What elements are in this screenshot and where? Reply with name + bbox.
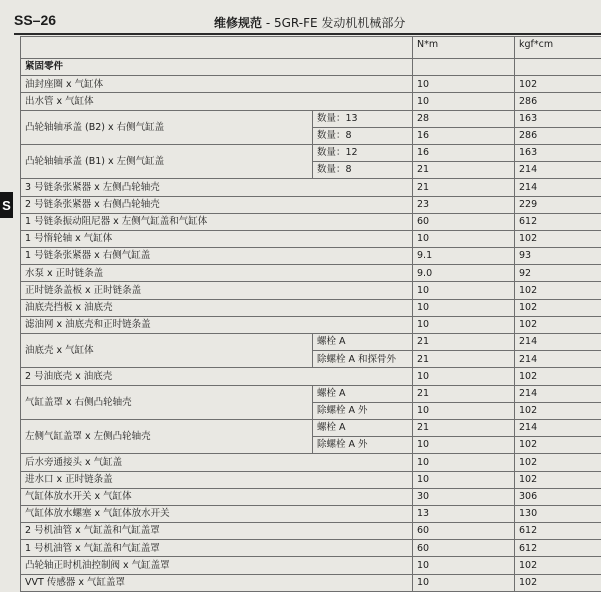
torque-kgf-cell: 214 bbox=[515, 419, 601, 436]
torque-nm-cell: 10 bbox=[413, 454, 515, 471]
section-row bbox=[21, 59, 601, 76]
table-row bbox=[21, 265, 601, 282]
document-title bbox=[214, 14, 405, 31]
torque-nm-cell: 60 bbox=[413, 523, 515, 540]
table-header-row bbox=[21, 37, 601, 59]
torque-kgf-cell: 102 bbox=[515, 454, 601, 471]
torque-nm-cell: 60 bbox=[413, 213, 515, 230]
part-name-cell: 滤油网 x 油底壳和正时链条盖 bbox=[21, 316, 413, 333]
table-row bbox=[21, 316, 601, 333]
part-name-cell: 水泵 x 正时链条盖 bbox=[21, 265, 413, 282]
torque-kgf-cell: 92 bbox=[515, 265, 601, 282]
part-name-cell: 凸轮轴正时机油控制阀 x 气缸盖罩 bbox=[21, 557, 413, 574]
table-row bbox=[21, 454, 601, 471]
torque-nm-cell: 21 bbox=[413, 385, 515, 402]
table-row bbox=[21, 574, 601, 591]
part-name-cell: 1 号机油管 x 气缸盖和气缸盖罩 bbox=[21, 540, 413, 557]
part-name-cell: 气缸体放水开关 x 气缸体 bbox=[21, 488, 413, 505]
table-row bbox=[21, 557, 601, 574]
part-name-cell: 凸轮轴轴承盖 (B1) x 左侧气缸盖 bbox=[21, 144, 313, 178]
torque-kgf-cell: 102 bbox=[515, 230, 601, 247]
torque-nm-cell: 10 bbox=[413, 471, 515, 488]
torque-nm-cell: 21 bbox=[413, 419, 515, 436]
table-row bbox=[21, 299, 601, 316]
torque-kgf-cell: 130 bbox=[515, 505, 601, 522]
torque-kgf-cell: 102 bbox=[515, 316, 601, 333]
empty-cell bbox=[515, 59, 601, 76]
torque-kgf-cell: 612 bbox=[515, 213, 601, 230]
torque-kgf-cell: 286 bbox=[515, 127, 601, 144]
table-row bbox=[21, 540, 601, 557]
torque-kgf-cell: 102 bbox=[515, 557, 601, 574]
torque-kgf-cell: 102 bbox=[515, 574, 601, 591]
document-title-main: 维修规范 bbox=[214, 16, 262, 30]
part-name-cell: 1 号惰轮轴 x 气缸体 bbox=[21, 230, 413, 247]
condition-cell: 螺栓 A bbox=[313, 334, 413, 351]
table-row bbox=[21, 419, 601, 436]
torque-nm-cell: 16 bbox=[413, 127, 515, 144]
torque-nm-cell: 10 bbox=[413, 368, 515, 385]
part-name-cell: 气缸盖罩 x 右侧凸轮轴壳 bbox=[21, 385, 313, 419]
torque-nm-cell: 16 bbox=[413, 144, 515, 161]
torque-kgf-cell: 286 bbox=[515, 93, 601, 110]
table-row bbox=[21, 110, 601, 127]
column-header-nm: N*m bbox=[413, 37, 515, 59]
torque-kgf-cell: 163 bbox=[515, 110, 601, 127]
torque-kgf-cell: 229 bbox=[515, 196, 601, 213]
torque-kgf-cell: 163 bbox=[515, 144, 601, 161]
torque-kgf-cell: 306 bbox=[515, 488, 601, 505]
table-row bbox=[21, 505, 601, 522]
table-row bbox=[21, 93, 601, 110]
part-name-cell: 2 号链条张紧器 x 右侧凸轮轴壳 bbox=[21, 196, 413, 213]
torque-kgf-cell: 102 bbox=[515, 282, 601, 299]
torque-nm-cell: 28 bbox=[413, 110, 515, 127]
torque-kgf-cell: 214 bbox=[515, 179, 601, 196]
torque-nm-cell: 10 bbox=[413, 437, 515, 454]
header-rule bbox=[14, 33, 601, 35]
header-blank-cell bbox=[21, 37, 413, 59]
page-code: SS–26 bbox=[14, 12, 56, 28]
torque-nm-cell: 9.0 bbox=[413, 265, 515, 282]
torque-nm-cell: 10 bbox=[413, 557, 515, 574]
part-name-cell: 正时链条盖板 x 正时链条盖 bbox=[21, 282, 413, 299]
table-row bbox=[21, 282, 601, 299]
torque-kgf-cell: 214 bbox=[515, 162, 601, 179]
torque-nm-cell: 10 bbox=[413, 299, 515, 316]
part-name-cell: 后水旁通接头 x 气缸盖 bbox=[21, 454, 413, 471]
torque-nm-cell: 30 bbox=[413, 488, 515, 505]
torque-nm-cell: 21 bbox=[413, 179, 515, 196]
torque-nm-cell: 13 bbox=[413, 505, 515, 522]
torque-kgf-cell: 612 bbox=[515, 540, 601, 557]
part-name-cell: 1 号链条张紧器 x 右侧气缸盖 bbox=[21, 248, 413, 265]
condition-cell: 数量：13 bbox=[313, 110, 413, 127]
page-header bbox=[0, 0, 601, 36]
part-name-cell: 出水管 x 气缸体 bbox=[21, 93, 413, 110]
table-row bbox=[21, 471, 601, 488]
torque-nm-cell: 10 bbox=[413, 93, 515, 110]
empty-cell bbox=[413, 59, 515, 76]
part-name-cell: 1 号链条振动阻尼器 x 左侧气缸盖和气缸体 bbox=[21, 213, 413, 230]
torque-kgf-cell: 612 bbox=[515, 523, 601, 540]
table-row bbox=[21, 213, 601, 230]
table-row bbox=[21, 368, 601, 385]
torque-nm-cell: 23 bbox=[413, 196, 515, 213]
torque-spec-table bbox=[20, 36, 601, 592]
part-name-cell: 油封座圈 x 气缸体 bbox=[21, 76, 413, 93]
torque-kgf-cell: 93 bbox=[515, 248, 601, 265]
part-name-cell: 2 号油底壳 x 油底壳 bbox=[21, 368, 413, 385]
torque-kgf-cell: 214 bbox=[515, 334, 601, 351]
part-name-cell: 凸轮轴轴承盖 (B2) x 右侧气缸盖 bbox=[21, 110, 313, 144]
torque-nm-cell: 10 bbox=[413, 282, 515, 299]
table-row bbox=[21, 230, 601, 247]
table-row bbox=[21, 144, 601, 161]
condition-cell: 螺栓 A bbox=[313, 419, 413, 436]
condition-cell: 除螺栓 A 外 bbox=[313, 437, 413, 454]
torque-nm-cell: 10 bbox=[413, 76, 515, 93]
part-name-cell: 油底壳挡板 x 油底壳 bbox=[21, 299, 413, 316]
torque-kgf-cell: 102 bbox=[515, 437, 601, 454]
condition-cell: 数量：8 bbox=[313, 162, 413, 179]
torque-nm-cell: 60 bbox=[413, 540, 515, 557]
torque-nm-cell: 9.1 bbox=[413, 248, 515, 265]
torque-kgf-cell: 102 bbox=[515, 76, 601, 93]
part-name-cell: 进水口 x 正时链条盖 bbox=[21, 471, 413, 488]
part-name-cell: 油底壳 x 气缸体 bbox=[21, 334, 313, 368]
part-name-cell: 3 号链条张紧器 x 左侧凸轮轴壳 bbox=[21, 179, 413, 196]
condition-cell: 数量：8 bbox=[313, 127, 413, 144]
torque-kgf-cell: 102 bbox=[515, 299, 601, 316]
part-name-cell: 气缸体放水螺塞 x 气缸体放水开关 bbox=[21, 505, 413, 522]
torque-nm-cell: 21 bbox=[413, 162, 515, 179]
torque-kgf-cell: 214 bbox=[515, 385, 601, 402]
torque-nm-cell: 10 bbox=[413, 230, 515, 247]
table-row bbox=[21, 196, 601, 213]
table-row bbox=[21, 523, 601, 540]
table-row bbox=[21, 248, 601, 265]
table-row bbox=[21, 488, 601, 505]
condition-cell: 除螺栓 A 和探骨外 bbox=[313, 351, 413, 368]
section-side-tab: S bbox=[0, 192, 13, 218]
torque-nm-cell: 21 bbox=[413, 351, 515, 368]
torque-kgf-cell: 102 bbox=[515, 471, 601, 488]
condition-cell: 螺栓 A bbox=[313, 385, 413, 402]
part-name-cell: 2 号机油管 x 气缸盖和气缸盖罩 bbox=[21, 523, 413, 540]
part-name-cell: 左侧气缸盖罩 x 左侧凸轮轴壳 bbox=[21, 419, 313, 453]
document-title-rest: - 5GR-FE 发动机机械部分 bbox=[262, 16, 405, 30]
condition-cell: 除螺栓 A 外 bbox=[313, 402, 413, 419]
torque-nm-cell: 10 bbox=[413, 316, 515, 333]
table-row bbox=[21, 385, 601, 402]
section-label: 紧固零件 bbox=[21, 59, 413, 76]
table-row bbox=[21, 76, 601, 93]
torque-kgf-cell: 102 bbox=[515, 368, 601, 385]
table-row bbox=[21, 179, 601, 196]
torque-nm-cell: 10 bbox=[413, 402, 515, 419]
torque-kgf-cell: 214 bbox=[515, 351, 601, 368]
torque-nm-cell: 10 bbox=[413, 574, 515, 591]
torque-kgf-cell: 102 bbox=[515, 402, 601, 419]
part-name-cell: VVT 传感器 x 气缸盖罩 bbox=[21, 574, 413, 591]
torque-nm-cell: 21 bbox=[413, 334, 515, 351]
column-header-kgf: kgf*cm bbox=[515, 37, 601, 59]
condition-cell: 数量：12 bbox=[313, 144, 413, 161]
table-row bbox=[21, 334, 601, 351]
